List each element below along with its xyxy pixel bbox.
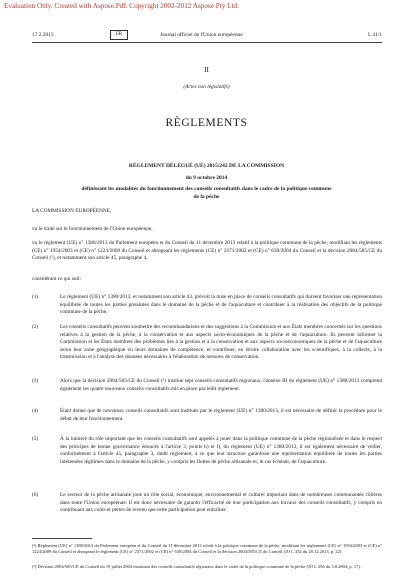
recital-text: Le secteur de la pêche artisanale joue un rôle social, économique, environnemental et culturel important dans de nombreuses communautés côtières dans toute l'Union européenne. Il est donc nécessaire de garantir l'efficacité de leur participation aux travaux des conseils consultatifs, y compris en contribuant aux coûts et pertes de revenu que cette participation peut entraîner. — [60, 492, 382, 514]
language-badge: FR — [110, 30, 128, 40]
watermark: Evaluation Only. Created with Aspose.Pdf. Copyright 2002-2012 Aspose Pty Ltd. — [4, 2, 239, 10]
recital-text: Le règlement (UE) n° 1380/2013, et notamment son article 43, prévoit la mise en place de conseils consultatifs qui doivent favoriser une représentation équilibrée de toutes les parties prenantes dans le domaine de la pêche et de l'aquaculture et contribuer à la réalisation des objectifs de la politique commune de la pêche. — [60, 294, 382, 316]
footnote: (¹) Règlement (UE) n° 1380/2013 du Parlement européen et du Conseil du 11 décembre 2013 relatif à la politique commune de la pêche, modifiant les règlements (CE) n° 1954/2003 et (CE) n° 1224/2009 du Conseil et abrogeant le règlement (CE) n° 2371/2002 et (CE) n° 639/2004 du Conseil et la décision 2004/585/CE du Conseil (JO L 354 du 28.12.2013, p. 22). — [32, 543, 382, 555]
regulation-date: du 9 octobre 2014 — [185, 175, 228, 181]
section-number: II — [204, 66, 209, 74]
publication-date: 17.2.2015 — [32, 32, 54, 38]
header-divider — [32, 42, 382, 43]
recital-number: (6) — [32, 492, 39, 498]
preamble-citation-1: vu le traité sur le fonctionnement de l'Union européenne, — [32, 226, 153, 232]
footnote-divider — [32, 538, 92, 539]
recital-number: (1) — [32, 294, 39, 300]
recital-text: Étant donné que de nouveaux conseils consultatifs sont institués par le règlement (UE) n° 1380/2013, il est nécessaire de définir la procédure pour le début de leur fonctionnement. — [60, 408, 382, 422]
footnote: (²) Décision 2004/585/CE du Conseil du 19 juillet 2004 instituant des conseils consultatifs régionaux dans le cadre de la politique commune de la pêche (JO L 256 du 3.8.2004, p. 17). — [32, 564, 361, 569]
recital-number: (3) — [32, 378, 39, 384]
regulation-title: RÈGLEMENT DÉLÉGUÉ (UE) 2015/242 DE LA COMMISSION — [128, 163, 285, 169]
recital-number: (4) — [32, 408, 39, 414]
recital-text: À la lumière du rôle important que les conseils consultatifs sont appelés à jouer dans la politique commune de la pêche régionalisée et dans le respect des principes de bonne gouvernance énoncés à l'article 3, points b) et f), du règlement (UE) n° 1380/2013, il est également nécessaire de veiller, conformément à l'article 45, paragraphe 3, dudit règlement, à ce que leur structure garantisse une représentation équilibrée de toutes les parties intéressées légitimes dans le domaine de la pêche, y compris les flottes de pêche artisanale et, le cas échéant, de l'aquaculture. — [60, 436, 382, 465]
section-note: (Actes non législatifs) — [183, 84, 230, 90]
preamble-whereas: considérant ce qui suit: — [32, 276, 81, 282]
section-heading: RÈGLEMENTS — [165, 117, 248, 129]
page-header — [32, 29, 382, 41]
recital-text: Alors que la décision 2004/585/CE du Conseil (²) institue sept conseils consultatifs régionaux, l'annexe III du règlement (UE) n° 1380/2013 comprend également les quatre nouveaux conseils consultatifs mis en place par ledit règlement. — [60, 378, 382, 392]
regulation-subject: définissant les modalités du fonctionnement des conseils consultatifs dans le cadre de la politique commune de la pêche — [81, 186, 332, 200]
recital-number: (5) — [32, 436, 39, 442]
recital-number: (2) — [32, 324, 39, 330]
journal-title: Journal officiel de l'Union européenne — [160, 32, 243, 38]
recital-text: Les conseils consultatifs peuvent soumettre des recommandations et des suggestions à la Commission et aux États membres concernés sur les questions relatives à la gestion de la pêche, à la conservation et aux aspects socio-économiques de la pêche et de l'aquaculture. Ils peuvent informer la Commission et les États membres des problèmes liés à la gestion et à la conservation et aux aspects socioéconomiques de la pêche et de l'aquaculture selon leur zone géographique ou leurs domaines de compétence, et contribuer, en étroite collaboration avec les scientifiques, à la collecte, à la transmission et à l'analyse des données nécessaires à l'élaboration de mesures de conservation. — [60, 324, 382, 361]
page-number: L 41/1 — [367, 32, 382, 38]
preamble-author: LA COMMISSION EUROPÉENNE, — [32, 208, 112, 214]
preamble-citation-2: vu le règlement (UE) n° 1380/2013 du Parlement européen et du Conseil du 11 décembre 2013 relatif à la politique commune de la pêche, modifiant les règlements (CE) n° 1954/2003 et (CE) n° 1224/2009 du Conseil et abrogeant les règlements (CE) n° 2371/2002 et (CE) n° 639/2004 du Conseil et la décision 2004/585/CE du Conseil (¹), et notamment son article 45, paragraphe 4, — [32, 240, 382, 262]
